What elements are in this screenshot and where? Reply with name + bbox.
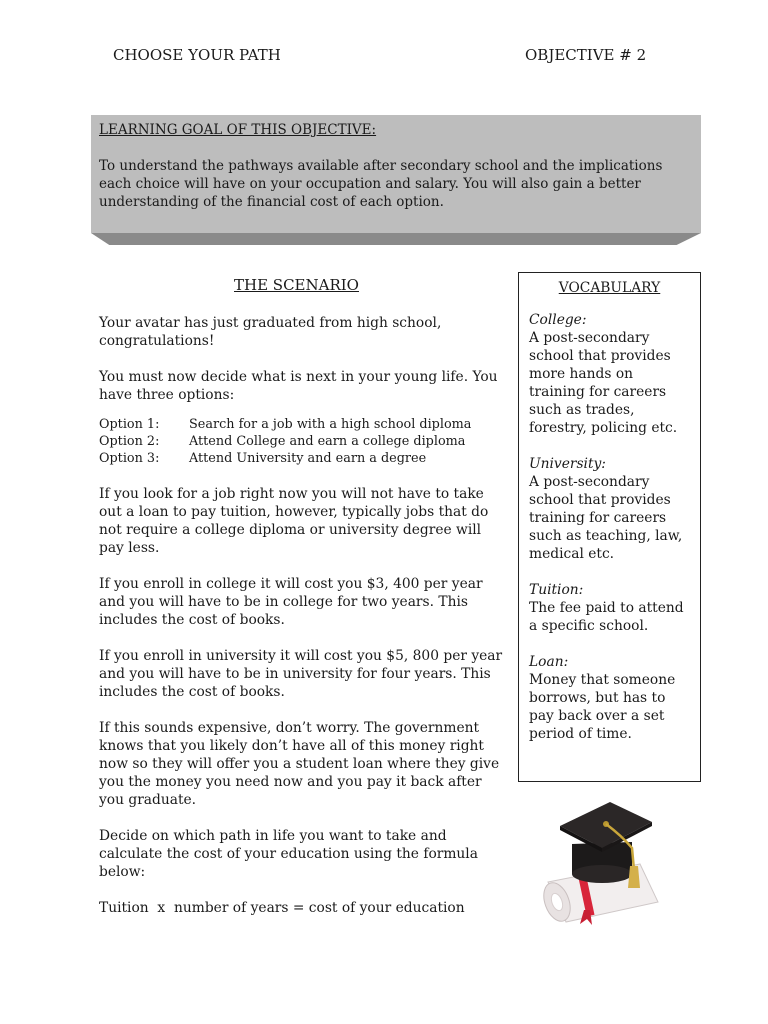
- vocab-definition: Money that someone borrows, but has to pay back over a set period of time.: [529, 672, 676, 742]
- scenario-paragraph: If you look for a job right now you will not have to take out a loan to pay tuition, however, typically jobs that do not require a college diploma or university degree will pay less.: [99, 486, 489, 556]
- header-title: CHOOSE YOUR PATH: [113, 46, 281, 64]
- learning-goal-box: [91, 115, 701, 233]
- option-text: Attend College and earn a college diploma: [189, 434, 466, 449]
- scenario-title: THE SCENARIO: [234, 276, 359, 294]
- option-text: Search for a job with a high school diploma: [189, 417, 472, 432]
- scenario-body: [99, 314, 509, 935]
- objective-label: OBJECTIVE # 2: [525, 46, 647, 64]
- scenario-paragraph: You must now decide what is next in your young life. You have three options:: [99, 369, 498, 403]
- learning-goal-text: To understand the pathways available after secondary school and the implications each choice will have on your occupation and salary. You will also gain a better understanding of the financial cost of each option.: [99, 158, 663, 210]
- goal-box-shadow: [91, 233, 701, 245]
- vocab-term: Tuition:: [529, 582, 584, 598]
- vocab-definition: A post-secondary school that provides training for careers such as teaching, law, medical etc.: [529, 474, 683, 562]
- learning-goal-title: LEARNING GOAL OF THIS OBJECTIVE:: [99, 122, 377, 138]
- option-key: Option 2:: [99, 434, 160, 449]
- vocab-term: Loan:: [529, 654, 569, 670]
- option-row: [99, 450, 509, 467]
- vocabulary-title: VOCABULARY: [558, 280, 661, 296]
- vocab-term: University:: [529, 456, 606, 472]
- vocabulary-box: [518, 272, 701, 782]
- option-row: [99, 433, 509, 450]
- graduation-cap-icon: [540, 792, 664, 926]
- vocab-definition: A post-secondary school that provides more hands on training for careers such as trades, forestry, policing etc.: [529, 330, 678, 436]
- scenario-paragraph: Your avatar has just graduated from high school, congratulations!: [99, 315, 442, 349]
- scenario-paragraph: If you enroll in college it will cost you $3, 400 per year and you will have to be in college for two years. This includes the cost of books.: [99, 576, 483, 628]
- scenario-paragraph: If you enroll in university it will cost you $5, 800 per year and you will have to be in university for four years. This includes the cost of books.: [99, 648, 503, 700]
- vocab-term: College:: [529, 312, 587, 328]
- scenario-paragraph: If this sounds expensive, don’t worry. The government knows that you likely don’t have all of this money right now so they will offer you a student loan where they give you the money you need now and you pay it back after you graduate.: [99, 720, 500, 808]
- option-key: Option 3:: [99, 451, 160, 466]
- options-list: [99, 416, 509, 467]
- scenario-paragraph: Decide on which path in life you want to take and calculate the cost of your education using the formula below:: [99, 828, 478, 880]
- option-key: Option 1:: [99, 417, 160, 432]
- option-text: Attend University and earn a degree: [189, 451, 427, 466]
- cost-formula: Tuition x number of years = cost of your education: [99, 900, 465, 916]
- vocab-definition: The fee paid to attend a specific school.: [529, 600, 684, 634]
- option-row: [99, 416, 509, 433]
